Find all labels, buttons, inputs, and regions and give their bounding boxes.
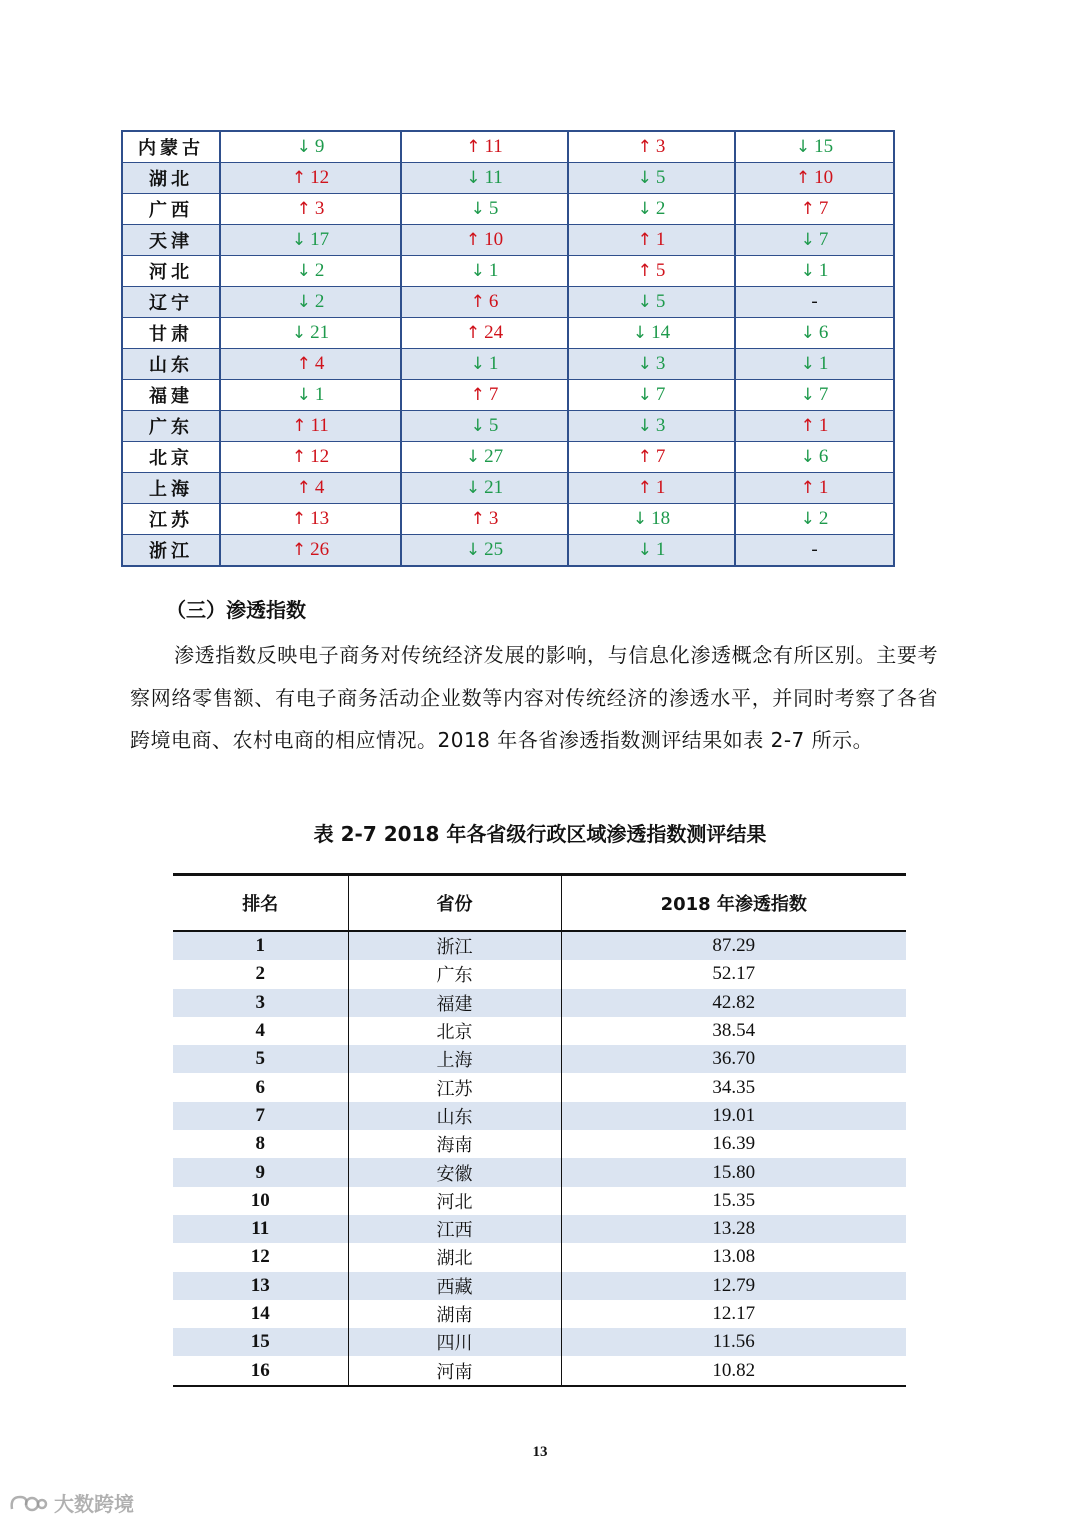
index-value-cell: 36.70 (561, 1045, 906, 1073)
arrow-down-icon: ↓ (637, 354, 652, 374)
arrow-up-icon: ↑ (292, 416, 307, 436)
arrow-down-icon: ↓ (632, 323, 648, 343)
rank-change-cell (568, 287, 735, 318)
table-row (173, 1272, 906, 1300)
table-row (122, 349, 894, 380)
arrow-up-icon: ↑ (637, 137, 652, 157)
arrow-down-icon: ↓ (637, 385, 652, 405)
rank-change-cell (220, 194, 401, 225)
province-cell: 河南 (348, 1356, 561, 1385)
rank-change-value: 12 (310, 446, 330, 467)
rank-cell: 2 (255, 963, 265, 985)
table-row (173, 1017, 906, 1045)
arrow-down-icon: ↓ (800, 261, 815, 281)
rank-change-cell (568, 131, 735, 163)
rank-change-value: 2 (314, 291, 325, 312)
table-row (173, 1243, 906, 1271)
rank-change-cell (735, 287, 894, 318)
rank-cell: 3 (173, 989, 348, 1017)
rank-change-value: 9 (314, 136, 325, 157)
province-cell: 湖北 (122, 163, 220, 194)
rank-change-value: 5 (655, 291, 666, 312)
rank-change-cell (735, 163, 894, 194)
index-value-cell: 12.79 (561, 1272, 906, 1300)
rank-change-cell (220, 535, 401, 567)
penetration-index-table (173, 873, 906, 1387)
rank-change-cell (401, 163, 568, 194)
table-row (173, 1187, 906, 1215)
index-value-cell: 34.35 (561, 1073, 906, 1101)
rank-change-value: 1 (818, 353, 829, 374)
province-cell: 福建 (122, 380, 220, 411)
province-cell: 江苏 (348, 1073, 561, 1101)
province-cell: 河北 (122, 256, 220, 287)
arrow-up-icon: ↑ (296, 199, 311, 219)
rank-change-value: 24 (484, 322, 504, 343)
header-index: 2018 年渗透指数 (561, 875, 906, 932)
arrow-down-icon: ↓ (465, 540, 481, 560)
province-cell: 浙江 (122, 535, 220, 567)
rank-cell: 10 (250, 1189, 270, 1211)
rank-change-cell (568, 380, 735, 411)
rank-change-value: 26 (310, 539, 330, 560)
rank-change-value: - (811, 291, 818, 312)
rank-cell: 14 (250, 1303, 270, 1324)
index-value-cell: 15.35 (561, 1187, 906, 1215)
table-row (173, 1356, 906, 1385)
rank-change-value: 3 (655, 353, 666, 374)
rank-change-value: 6 (818, 322, 829, 343)
arrow-down-icon: ↓ (795, 137, 811, 157)
province-cell: 福建 (348, 989, 561, 1017)
rank-change-cell (220, 131, 401, 163)
arrow-down-icon: ↓ (470, 261, 485, 281)
index-value-cell: 52.17 (561, 960, 906, 988)
rank-change-cell (220, 256, 401, 287)
arrow-down-icon: ↓ (296, 261, 311, 281)
arrow-down-icon: ↓ (296, 137, 311, 157)
arrow-up-icon: ↑ (470, 509, 485, 529)
province-cell: 广西 (122, 194, 220, 225)
table-row (173, 989, 906, 1017)
rank-change-table (121, 130, 895, 567)
rank-change-value: 5 (655, 260, 666, 281)
rank-change-cell (568, 318, 735, 349)
rank-change-value: 7 (655, 446, 666, 467)
table-row (122, 535, 894, 567)
rank-change-cell (401, 349, 568, 380)
rank-change-value: 1 (655, 229, 666, 250)
arrow-up-icon: ↑ (470, 292, 485, 312)
rank-change-value: 7 (818, 384, 829, 405)
province-cell: 山东 (122, 349, 220, 380)
rank-change-value: 3 (488, 508, 499, 529)
index-value-cell: 38.54 (561, 1017, 906, 1045)
province-cell: 天津 (122, 225, 220, 256)
arrow-down-icon: ↓ (800, 447, 815, 467)
rank-change-cell (220, 473, 401, 504)
province-cell: 海南 (348, 1130, 561, 1158)
table-row (122, 287, 894, 318)
arrow-up-icon: ↑ (296, 354, 311, 374)
arrow-down-icon: ↓ (637, 199, 652, 219)
arrow-down-icon: ↓ (296, 385, 311, 405)
table-row (122, 504, 894, 535)
arrow-down-icon: ↓ (637, 168, 652, 188)
table-row (173, 960, 906, 988)
arrow-up-icon: ↑ (637, 230, 652, 250)
table-row (122, 163, 894, 194)
rank-change-cell (220, 163, 401, 194)
rank-change-value: 4 (314, 477, 325, 498)
arrow-up-icon: ↑ (466, 137, 481, 157)
rank-change-value: 3 (655, 136, 666, 157)
arrow-up-icon: ↑ (800, 199, 815, 219)
rank-change-value: 10 (484, 229, 504, 250)
table-row (173, 1215, 906, 1243)
rank-change-value: 2 (655, 198, 666, 219)
rank-change-value: 21 (310, 322, 330, 343)
rank-change-cell (401, 318, 568, 349)
rank-change-value: 1 (655, 539, 666, 560)
table-row (173, 1073, 906, 1101)
rank-change-cell (735, 504, 894, 535)
rank-cell: 13 (173, 1272, 348, 1300)
rank-change-cell (568, 194, 735, 225)
index-value-cell: 13.08 (561, 1243, 906, 1271)
rank-change-value: 7 (655, 384, 666, 405)
province-cell: 江西 (348, 1215, 561, 1243)
rank-change-cell (568, 349, 735, 380)
arrow-down-icon: ↓ (637, 292, 652, 312)
arrow-up-icon: ↑ (637, 478, 652, 498)
province-cell: 广东 (348, 960, 561, 988)
watermark-logo-icon (8, 1491, 48, 1515)
rank-change-cell (401, 442, 568, 473)
rank-change-cell (735, 318, 894, 349)
province-cell: 江苏 (122, 504, 220, 535)
rank-change-cell (568, 163, 735, 194)
rank-change-cell (735, 131, 894, 163)
table-row (122, 318, 894, 349)
rank-change-cell (735, 411, 894, 442)
table-row (173, 1158, 906, 1186)
province-cell: 内蒙古 (122, 131, 220, 163)
arrow-down-icon: ↓ (465, 478, 481, 498)
province-cell: 甘肃 (122, 318, 220, 349)
province-cell: 浙江 (348, 931, 561, 960)
province-cell: 河北 (348, 1187, 561, 1215)
table-row (122, 442, 894, 473)
rank-change-cell (568, 504, 735, 535)
rank-change-value: 1 (488, 353, 499, 374)
index-value-cell: 10.82 (561, 1356, 906, 1385)
rank-change-cell (735, 442, 894, 473)
rank-cell: 8 (255, 1133, 265, 1155)
rank-change-value: 1 (655, 477, 666, 498)
rank-change-value: 6 (818, 446, 829, 467)
section-heading: （三）渗透指数 (166, 598, 306, 622)
watermark (8, 1488, 134, 1517)
index-value-cell: 16.39 (561, 1130, 906, 1158)
watermark-text: 大数跨境 (54, 1492, 134, 1516)
rank-change-value: 1 (818, 415, 829, 436)
arrow-up-icon: ↑ (291, 540, 307, 560)
index-value-cell: 13.28 (561, 1215, 906, 1243)
index-value-cell: 15.80 (561, 1158, 906, 1186)
arrow-down-icon: ↓ (470, 354, 485, 374)
rank-change-value: - (811, 539, 818, 560)
arrow-down-icon: ↓ (470, 416, 485, 436)
arrow-up-icon: ↑ (637, 447, 652, 467)
arrow-up-icon: ↑ (470, 385, 485, 405)
table-row (173, 1130, 906, 1158)
arrow-down-icon: ↓ (800, 354, 815, 374)
arrow-up-icon: ↑ (637, 261, 652, 281)
rank-change-cell (735, 535, 894, 567)
rank-change-value: 25 (484, 539, 504, 560)
province-cell: 湖北 (348, 1243, 561, 1271)
rank-change-value: 1 (314, 384, 325, 405)
arrow-down-icon: ↓ (470, 199, 485, 219)
rank-change-value: 11 (484, 136, 503, 157)
table-caption: 表 2-7 2018 年各省级行政区域渗透指数测评结果 (313, 822, 767, 846)
rank-change-cell (568, 442, 735, 473)
rank-change-cell (401, 535, 568, 567)
rank-change-cell (735, 225, 894, 256)
province-cell: 四川 (348, 1328, 561, 1356)
index-value-cell: 11.56 (561, 1328, 906, 1356)
index-value-cell: 19.01 (561, 1102, 906, 1130)
rank-change-cell (401, 504, 568, 535)
rank-change-value: 18 (651, 508, 671, 529)
table-row (122, 473, 894, 504)
rank-change-cell (401, 380, 568, 411)
rank-change-cell (220, 287, 401, 318)
rank-change-cell (220, 380, 401, 411)
rank-change-value: 27 (484, 446, 504, 467)
province-cell: 安徽 (348, 1158, 561, 1186)
arrow-up-icon: ↑ (465, 323, 481, 343)
rank-change-value: 13 (310, 508, 330, 529)
rank-change-value: 5 (488, 415, 499, 436)
rank-cell: 5 (173, 1045, 348, 1073)
table-row (122, 411, 894, 442)
rank-change-value: 15 (814, 136, 834, 157)
rank-change-value: 1 (818, 260, 829, 281)
rank-change-value: 12 (310, 167, 330, 188)
page-number: 13 (532, 1444, 548, 1460)
province-cell: 辽宁 (122, 287, 220, 318)
arrow-up-icon: ↑ (291, 168, 307, 188)
arrow-up-icon: ↑ (795, 168, 811, 188)
table-row (173, 931, 906, 960)
rank-cell: 9 (173, 1158, 348, 1186)
rank-change-cell (735, 380, 894, 411)
rank-change-value: 6 (488, 291, 499, 312)
index-value-cell: 87.29 (561, 931, 906, 960)
arrow-down-icon: ↓ (637, 416, 652, 436)
rank-cell: 4 (255, 1020, 265, 1042)
rank-change-cell (568, 411, 735, 442)
rank-change-cell (401, 131, 568, 163)
rank-change-cell (401, 473, 568, 504)
rank-change-cell (568, 473, 735, 504)
rank-change-cell (735, 473, 894, 504)
table-row (173, 1045, 906, 1073)
rank-change-cell (735, 349, 894, 380)
arrow-down-icon: ↓ (291, 323, 307, 343)
rank-change-cell (401, 256, 568, 287)
arrow-down-icon: ↓ (465, 447, 481, 467)
rank-change-cell (568, 256, 735, 287)
province-cell: 上海 (122, 473, 220, 504)
rank-change-cell (220, 349, 401, 380)
province-cell: 北京 (122, 442, 220, 473)
rank-cell: 11 (173, 1215, 348, 1243)
table-row (173, 1102, 906, 1130)
rank-change-value: 17 (310, 229, 330, 250)
rank-cell: 1 (173, 931, 348, 960)
rank-change-value: 14 (651, 322, 671, 343)
arrow-down-icon: ↓ (800, 385, 815, 405)
rank-change-value: 2 (818, 508, 829, 529)
rank-change-cell (220, 225, 401, 256)
arrow-up-icon: ↑ (800, 478, 815, 498)
province-cell: 北京 (348, 1017, 561, 1045)
rank-change-value: 1 (488, 260, 499, 281)
table-row (173, 1300, 906, 1328)
table-header-row (173, 875, 906, 932)
arrow-down-icon: ↓ (800, 230, 815, 250)
header-rank: 排名 (173, 875, 348, 932)
rank-change-cell (735, 256, 894, 287)
arrow-up-icon: ↑ (800, 416, 815, 436)
index-value-cell: 12.17 (561, 1300, 906, 1328)
province-cell: 上海 (348, 1045, 561, 1073)
rank-change-cell (401, 194, 568, 225)
table-row (122, 225, 894, 256)
rank-change-cell (735, 194, 894, 225)
province-cell: 广东 (122, 411, 220, 442)
table-row (122, 380, 894, 411)
table-row (173, 1328, 906, 1356)
section-paragraph: 渗透指数反映电子商务对传统经济发展的影响，与信息化渗透概念有所区别。主要考察网络零售额、有电子商务活动企业数等内容对传统经济的渗透水平，并同时考察了各省跨境电商、农村电商的相应情况。2018 年各省渗透指数测评结果如表 2-7 所示。 (130, 643, 938, 752)
rank-change-value: 3 (314, 198, 325, 219)
arrow-down-icon: ↓ (800, 323, 815, 343)
rank-change-cell (401, 225, 568, 256)
table-row (122, 131, 894, 163)
rank-cell: 16 (250, 1359, 270, 1381)
rank-change-value: 21 (484, 477, 504, 498)
rank-change-value: 7 (488, 384, 499, 405)
province-cell: 西藏 (348, 1272, 561, 1300)
rank-change-value: 7 (818, 229, 829, 250)
index-value-cell: 42.82 (561, 989, 906, 1017)
arrow-down-icon: ↓ (296, 292, 311, 312)
arrow-up-icon: ↑ (296, 478, 311, 498)
rank-change-cell (568, 535, 735, 567)
rank-change-value: 10 (814, 167, 834, 188)
rank-change-cell (220, 504, 401, 535)
rank-change-value: 2 (314, 260, 325, 281)
arrow-up-icon: ↑ (465, 230, 481, 250)
rank-change-cell (220, 411, 401, 442)
rank-change-cell (220, 442, 401, 473)
rank-change-cell (401, 411, 568, 442)
rank-change-value: 4 (314, 353, 325, 374)
rank-cell: 12 (250, 1246, 270, 1268)
rank-change-cell (220, 318, 401, 349)
arrow-down-icon: ↓ (637, 540, 652, 560)
rank-change-value: 5 (488, 198, 499, 219)
rank-change-cell (401, 287, 568, 318)
rank-change-cell (568, 225, 735, 256)
rank-cell: 6 (255, 1076, 265, 1098)
province-cell: 湖南 (348, 1300, 561, 1328)
rank-change-value: 3 (655, 415, 666, 436)
arrow-down-icon: ↓ (466, 168, 481, 188)
rank-change-value: 7 (818, 198, 829, 219)
rank-change-value: 11 (310, 415, 329, 436)
arrow-up-icon: ↑ (291, 509, 307, 529)
table-row (122, 194, 894, 225)
province-cell: 山东 (348, 1102, 561, 1130)
rank-change-value: 1 (818, 477, 829, 498)
arrow-down-icon: ↓ (291, 230, 307, 250)
arrow-down-icon: ↓ (800, 509, 815, 529)
rank-cell: 7 (173, 1102, 348, 1130)
header-province: 省份 (348, 875, 561, 932)
rank-change-value: 5 (655, 167, 666, 188)
arrow-down-icon: ↓ (632, 509, 648, 529)
table-row (122, 256, 894, 287)
rank-change-value: 11 (484, 167, 503, 188)
arrow-up-icon: ↑ (291, 447, 307, 467)
rank-cell: 15 (173, 1328, 348, 1356)
